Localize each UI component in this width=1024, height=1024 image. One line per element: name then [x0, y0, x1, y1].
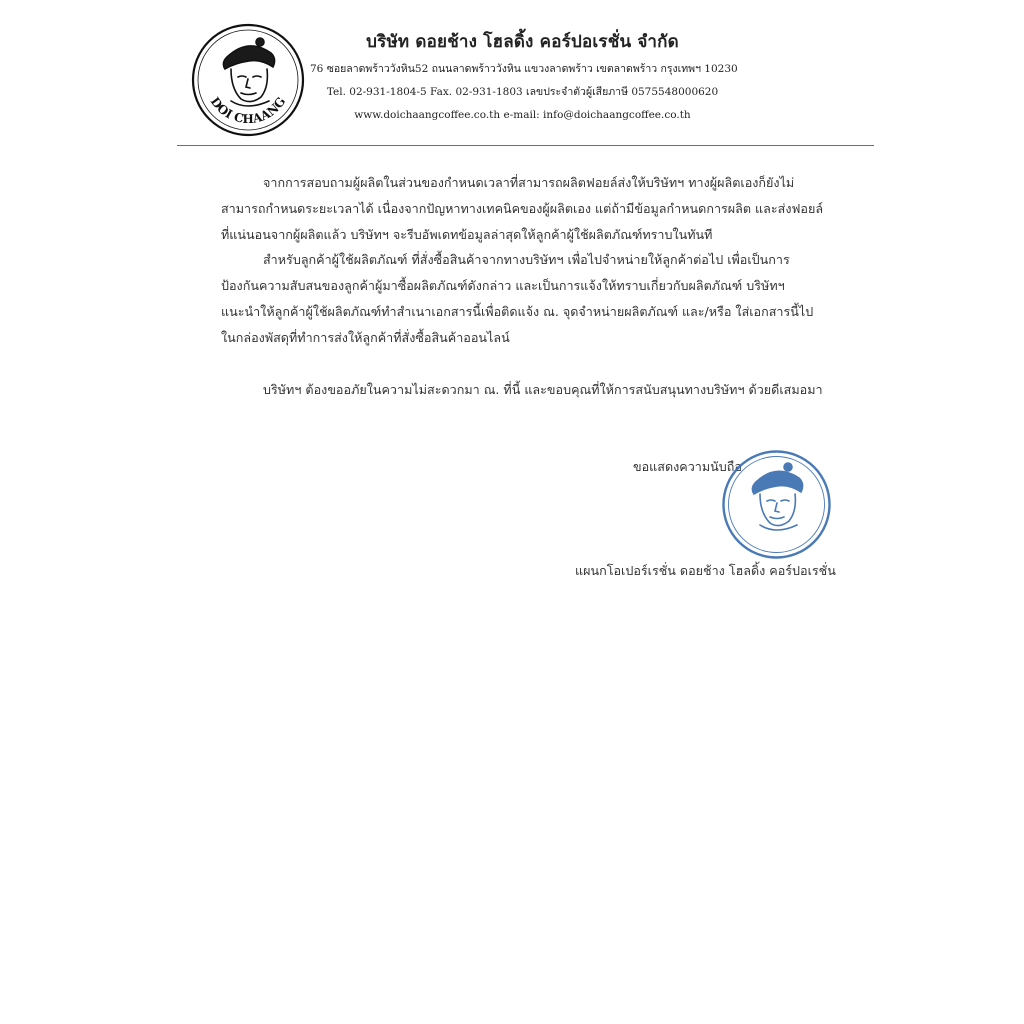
company-stamp-icon — [721, 449, 832, 560]
paragraph-2: สำหรับลูกค้าผู้ใช้ผลิตภัณฑ์ ที่สั่งซื้อสินค้าจากทางบริษัทฯ เพื่อไปจำหน่ายให้ลูกค้าต่อไป เพื่อเป็นการป้องกันความสับสนของลูกค้าผู้มาซื้อผลิตภัณฑ์ดังกล่าว และเป็นการแจ้งให้ทราบเกี่ยวกับผลิตภัณฑ์ บริษัทฯ แนะนำให้ลูกค้าผู้ใช้ผลิตภัณฑ์ทำสำเนาเอกสารนี้เพื่อติดแจ้ง ณ. จุดจำหน่ายผลิตภัณฑ์ และ/หรือ ใส่เอกสารนี้ไปในกล่องพัสดุที่ทำการส่งให้ลูกค้าที่สั่งซื้อสินค้าออนไลน์ — [221, 252, 814, 345]
svg-text:DOI CHAANG: DOI CHAANG — [207, 94, 289, 127]
signature-department: แผนกโอเปอร์เรชั่น ดอยช้าง โฮลดิ้ง คอร์ปอเรชั่น — [575, 563, 836, 578]
doi-chaang-logo-icon — [191, 23, 305, 137]
closing-salutation: ขอแสดงความนับถือ — [633, 459, 742, 474]
paragraph-1: จากการสอบถามผู้ผลิตในส่วนของกำหนดเวลาที่สามารถผลิตฟอยล์ส่งให้บริษัทฯ ทางผู้ผลิตเองก็ยังไม่สามารถกำหนดระยะเวลาได้ เนื่องจากปัญหาทางเทคนิคของผู้ผลิตเอง แต่ถ้ามีข้อมูลกำหนดการผลิต และส่งฟอยล์ที่แน่นอนจากผู้ผลิตแล้ว บริษัทฯ จะรีบอัพเดทข้อมูลล่าสุดให้ลูกค้าผู้ใช้ผลิตภัณฑ์ทราบในทันที — [221, 175, 824, 242]
company-web: www.doichaangcoffee.co.th e-mail: info@doichaangcoffee.co.th — [354, 109, 691, 121]
company-address: 76 ซอยลาดพร้าววังหิน52 ถนนลาดพร้าววังหิน แขวงลาดพร้าว เขตลาดพร้าว กรุงเทพฯ 10230 — [310, 63, 738, 75]
letterhead — [0, 0, 1024, 150]
company-contact: Tel. 02-931-1804-5 Fax. 02-931-1803 เลขประจำตัวผู้เสียภาษี 0575548000620 — [326, 86, 719, 98]
paragraph-3: บริษัทฯ ต้องขออภัยในความไม่สะดวกมา ณ. ที่นี้ และขอบคุณที่ให้การสนับสนุนทางบริษัทฯ ด้วยดีเสมอมา — [263, 381, 823, 397]
letter-body — [221, 170, 826, 402]
header-divider — [177, 145, 874, 146]
company-info — [310, 30, 738, 127]
company-name: บริษัท ดอยช้าง โฮลดิ้ง คอร์ปอเรชั่น จำกัด — [366, 32, 679, 52]
